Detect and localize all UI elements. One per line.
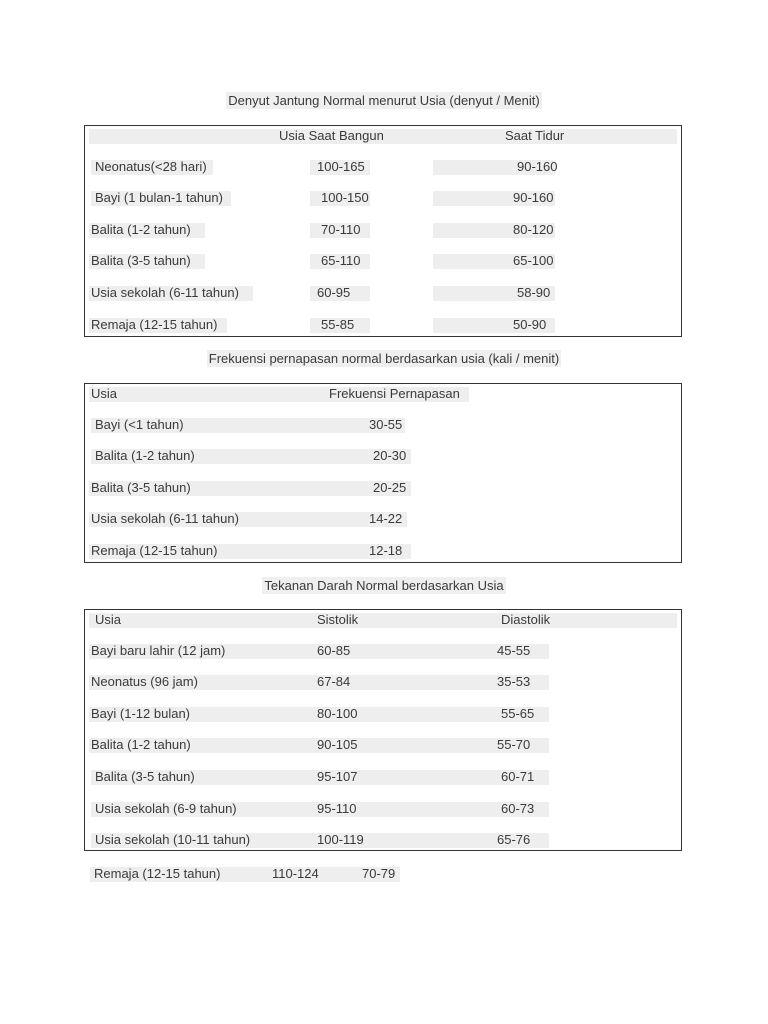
header-systolic: Sistolik [317, 612, 359, 627]
table-cell: Bayi (1-12 bulan) [91, 706, 190, 721]
table-cell: 70-110 [321, 222, 361, 237]
table-cell: 65-76 [497, 832, 531, 847]
table-cell: Bayi (1 bulan-1 tahun) [95, 190, 223, 205]
table-cell: 90-105 [317, 737, 358, 752]
table-cell: 80-100 [317, 706, 358, 721]
table-cell: Usia sekolah (6-11 tahun) [91, 511, 239, 526]
blood-pressure-table [84, 609, 682, 851]
table-cell: 80-120 [513, 222, 554, 237]
header-asleep: Saat Tidur [505, 128, 565, 143]
table-cell: 60-95 [317, 285, 351, 300]
table-cell: 60-71 [501, 769, 535, 784]
table1-title: Denyut Jantung Normal menurut Usia (denyut / Menit) [228, 93, 540, 108]
table-cell: Neonatus (96 jam) [91, 674, 198, 689]
extra-row-diastolic: 70-79 [362, 866, 396, 881]
table-cell: 20-25 [373, 480, 407, 495]
table-cell: 100-119 [317, 832, 364, 847]
table-cell: 67-84 [317, 674, 351, 689]
table-cell: Balita (1-2 tahun) [91, 222, 191, 237]
table-cell: 100-150 [321, 190, 369, 205]
table-cell: 14-22 [369, 511, 403, 526]
table-cell: 30-55 [369, 417, 403, 432]
table-cell: 60-73 [501, 801, 535, 816]
table-cell: Balita (1-2 tahun) [91, 737, 191, 752]
table-cell: 95-110 [317, 801, 357, 816]
table-cell: 60-85 [317, 643, 351, 658]
table-cell: 90-160 [513, 190, 554, 205]
table-cell: Balita (3-5 tahun) [95, 769, 195, 784]
respiration-table [84, 383, 682, 563]
extra-row-age: Remaja (12-15 tahun) [94, 866, 221, 881]
table-cell: Balita (3-5 tahun) [91, 480, 191, 495]
table-cell: Remaja (12-15 tahun) [91, 543, 218, 558]
table-cell: 65-100 [513, 253, 554, 268]
table-cell: 58-90 [517, 285, 551, 300]
table-cell: 55-70 [497, 737, 531, 752]
table-cell: Balita (1-2 tahun) [95, 448, 195, 463]
table-cell: 45-55 [497, 643, 531, 658]
table-cell: 90-160 [517, 159, 558, 174]
header-age: Usia [95, 612, 122, 627]
table-cell: 100-165 [317, 159, 365, 174]
table-cell: 35-53 [497, 674, 531, 689]
table-cell: 50-90 [513, 317, 547, 332]
table-cell: Usia sekolah (10-11 tahun) [95, 832, 251, 847]
table-cell: 20-30 [373, 448, 407, 463]
header-awake: Usia Saat Bangun [279, 128, 384, 143]
table-cell: Usia sekolah (6-9 tahun) [95, 801, 237, 816]
table-cell: 55-65 [501, 706, 535, 721]
extra-row-systolic: 110-124 [272, 866, 319, 881]
table-cell: Remaja (12-15 tahun) [91, 317, 218, 332]
table-cell: 12-18 [369, 543, 403, 558]
header-respiration: Frekuensi Pernapasan [329, 386, 460, 401]
table-cell: Bayi baru lahir (12 jam) [91, 643, 226, 658]
table-cell: 65-110 [321, 253, 361, 268]
table-cell: Bayi (<1 tahun) [95, 417, 184, 432]
table-cell: 95-107 [317, 769, 358, 784]
table-cell: Usia sekolah (6-11 tahun) [91, 285, 239, 300]
heart-rate-table [84, 125, 682, 337]
header-age: Usia [91, 386, 118, 401]
table-cell: Neonatus(<28 hari) [95, 159, 207, 174]
table3-title: Tekanan Darah Normal berdasarkan Usia [264, 578, 504, 593]
table-cell: Balita (3-5 tahun) [91, 253, 191, 268]
header-diastolic: Diastolik [501, 612, 551, 627]
table-cell: 55-85 [321, 317, 355, 332]
table2-title: Frekuensi pernapasan normal berdasarkan usia (kali / menit) [208, 351, 560, 366]
